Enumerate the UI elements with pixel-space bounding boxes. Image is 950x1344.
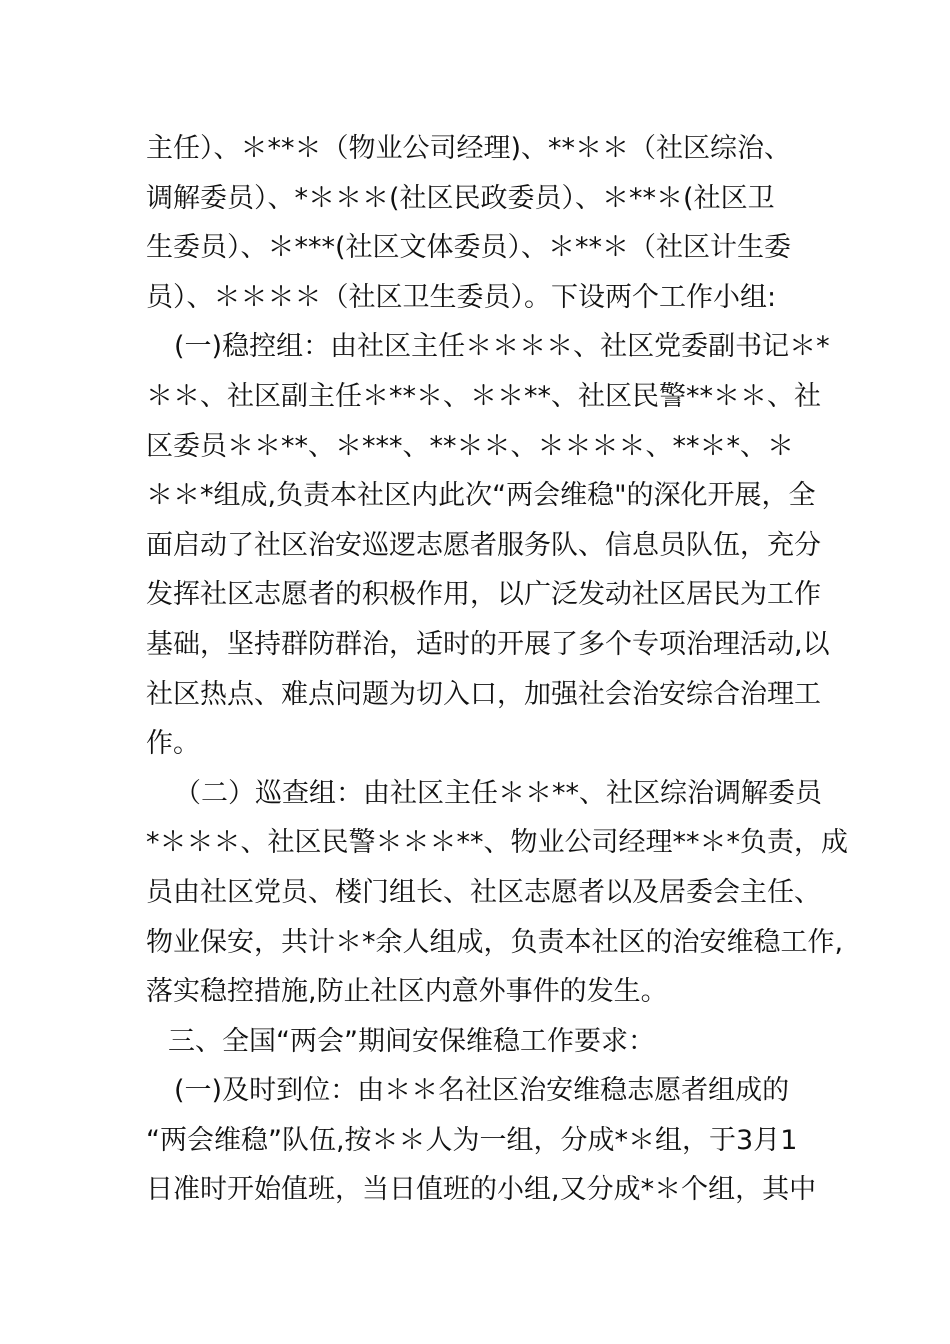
text-line: “两会维稳”队伍,按＊＊人为一组，分成*＊组，于3月1 — [146, 1124, 798, 1156]
text-line: 社区热点、难点问题为切入口，加强社会治安综合治理工 — [146, 678, 821, 710]
text-line: 面启动了社区治安巡逻志愿者服务队、信息员队伍，充分 — [146, 529, 821, 561]
text-line: 员由社区党员、楼门组长、社区志愿者以及居委会主任、 — [146, 876, 821, 908]
text-line-heading: （二）巡查组：由社区主任＊＊**、社区综治调解委员 — [174, 777, 822, 809]
text-line: ＊＊、社区副主任＊**＊、＊＊**、社区民警**＊＊、社 — [146, 380, 821, 412]
text-line: 区委员＊＊**、＊***、**＊＊、＊＊＊＊、**＊*、＊ — [146, 430, 794, 462]
text-line-heading: (一)稳控组：由社区主任＊＊＊＊、社区党委副书记＊* — [174, 331, 830, 363]
text-line: 作。 — [146, 728, 200, 760]
section-heading: 三、全国“两会”期间安保维稳工作要求： — [168, 1025, 655, 1057]
text-line: 发挥社区志愿者的积极作用，以广泛发动社区居民为工作 — [146, 579, 821, 611]
text-line: 调解委员）、*＊＊＊(社区民政委员）、＊**＊(社区卫 — [146, 182, 775, 214]
document-body — [146, 124, 848, 1215]
text-line: 基础，坚持群防群治，适时的开展了多个专项治理活动,以 — [146, 628, 830, 660]
text-line: 主任）、＊**＊（物业公司经理)、**＊＊（社区综治、 — [146, 133, 792, 164]
text-line: 落实稳控措施,防止社区内意外事件的发生。 — [146, 976, 668, 1008]
text-line: 日准时开始值班，当日值班的小组,又分成*＊个组，其中 — [146, 1174, 817, 1206]
text-line: ＊＊*组成,负责本社区内此次“两会维稳"的深化开展，全 — [146, 480, 816, 512]
text-line: 员）、＊＊＊＊（社区卫生委员）。下设两个工作小组: — [146, 281, 777, 313]
text-line: 生委员）、＊***(社区文体委员）、＊**＊（社区计生委 — [146, 232, 792, 264]
text-line: 物业保安，共计＊*余人组成，负责本社区的治安维稳工作, — [146, 926, 844, 958]
text-line-heading: (一)及时到位：由＊＊名社区治安维稳志愿者组成的 — [174, 1075, 790, 1107]
text-line: *＊＊＊、社区民警＊＊＊**、物业公司经理**＊*负责，成 — [146, 827, 848, 859]
